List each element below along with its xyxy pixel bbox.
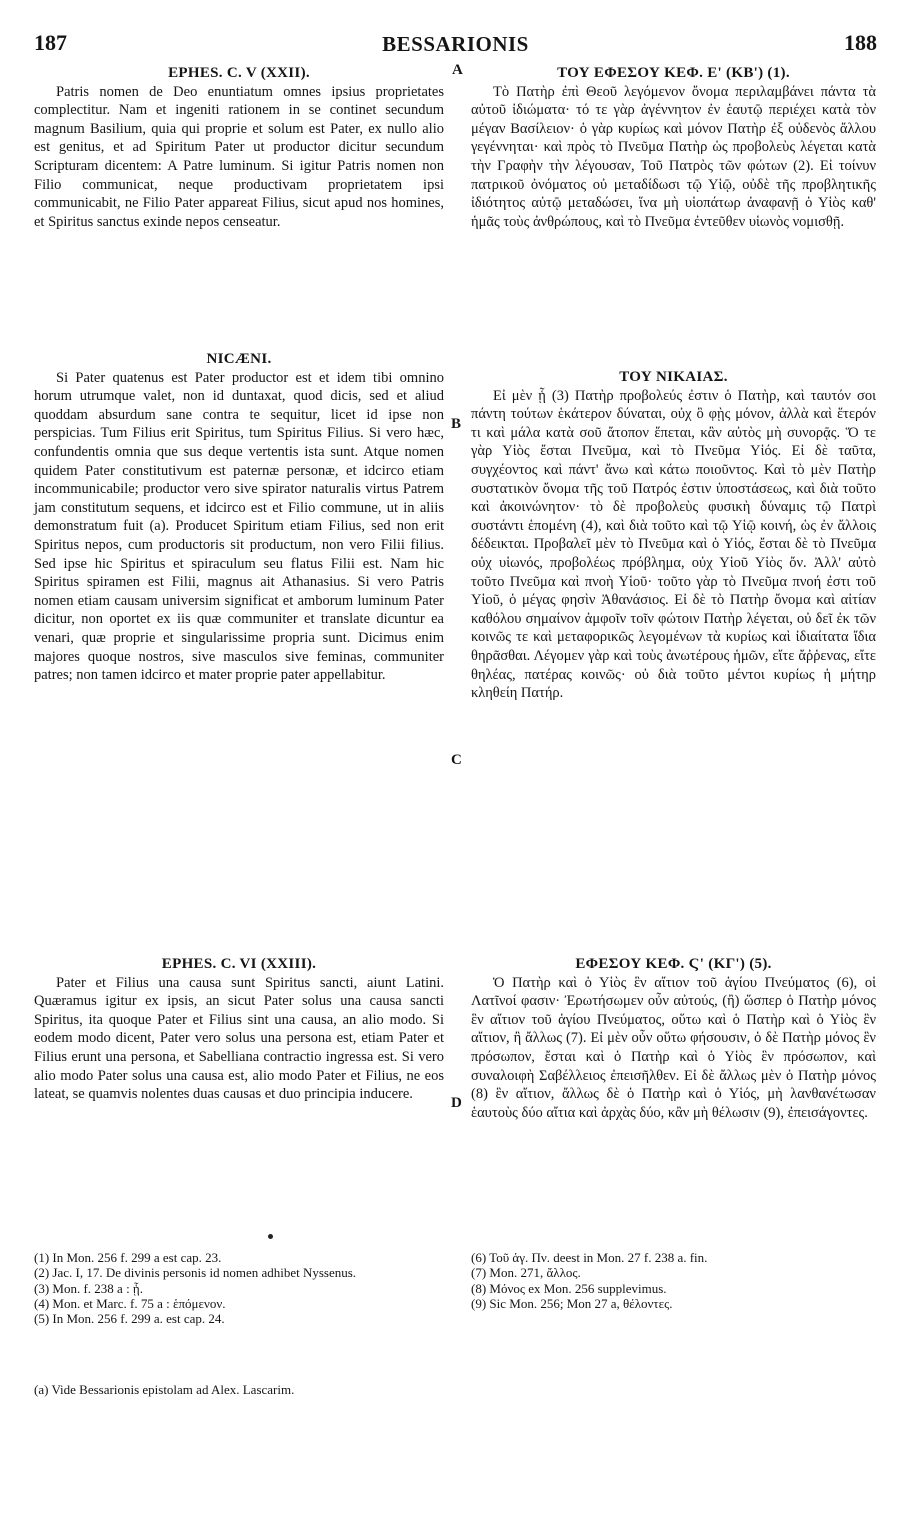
footnote: (4) Mon. et Marc. f. 75 a : ἑπόμενον.: [34, 1295, 226, 1311]
margin-letter-b: B: [451, 416, 462, 432]
greek-section-3: [471, 955, 876, 1122]
footnote: (9) Sic Mon. 256; Mon 27 a, θέλοντες.: [471, 1295, 673, 1311]
footnote: (5) In Mon. 256 f. 299 a. est cap. 24.: [34, 1311, 225, 1327]
footnote: (2) Jac. I, 17. De divinis personis id nomen adhibet Nyssenus.: [34, 1265, 357, 1281]
footnote: (1) In Mon. 256 f. 299 a est cap. 23.: [34, 1250, 222, 1265]
greek-section-3-title: ΕΦΕΣΟΥ ΚΕΦ. Ϛ' (ΚΓ') (5).: [575, 956, 772, 972]
footnote: (8) Μόνος ex Mon. 256 supplevimus.: [471, 1280, 667, 1296]
footnotes-left: [34, 1250, 444, 1326]
footnote: (3) Mon. f. 238 a : ᾗ.: [34, 1280, 143, 1296]
latin-section-3-title: EPHES. C. VI (XXIII).: [161, 956, 317, 972]
latin-section-3: [34, 955, 444, 1104]
margin-letter-a: A: [452, 62, 463, 78]
greek-section-1-text: Τὸ Πατὴρ ἐπὶ Θεοῦ λεγόμενον ὄνομα περιλαμβάνει πάντα τὰ αὐτοῦ ἰδιώματα· τό τε γὰρ ἀγέννητον ἐν ἑαυτῷ περιέχει κατὰ τὸν μέγαν Βασίλειον· ὁ γὰρ κυρίως καὶ μόνον Πατὴρ ἐξ οὐδενὸς ἄλλου γεγέννηται· καὶ πρὸς τὸ Πνεῦμα Πατὴρ ὡς προβολεὺς λέγεται κατὰ τὴν Γραφὴν τὴν λέγουσαν, Τοῦ Πατρὸς τῶν φώτων (2). Εἰ τοίνυν πατρικοῦ ὀνόματος οὐ μεταδίδωσι τῷ Υἱῷ, οὐδὲ τῆς προβλητικῆς ἰδιότητος αὐτῷ μεταδώσει, ἵνα μὴ υἱοπάτωρ ἀναφανῇ ὁ Υἱὸς καθ' ἡμᾶς τοὺς ἀνθρώπους, καὶ τὸ Πνεῦμα ἐντεῦθεν υἱωνὸς νομισθῇ.: [471, 83, 876, 230]
latin-section-2-title: NICÆNI.: [206, 351, 272, 367]
margin-letter-d: D: [451, 1095, 462, 1111]
greek-section-1-title: ΤΟΥ ΕΦΕΣΟΥ ΚΕΦ. Ε' (ΚΒ') (1).: [557, 65, 790, 81]
greek-section-1: [471, 64, 876, 231]
latin-section-2-text: Si Pater quatenus est Pater productor est et idem tibi omnino horum utrumque valet, non id duntaxat, quod dicis, sed et aliud quoddam absurdum sane contra te sequitur, licet id ipse non perspicias. Tum Filius erit Spiritus, tum Spiritus Filius. Si vero hæc, confundentis omnia que sus deque vertentis ista sunt. Atque nomen quidem Pater constitutivum est paternæ personæ, et idcirco etiam incommunicabile; productor vero sive spirator naturalis virtus Patrem jam constitutum sequens, et idcirco est et Filio commune, ut in aliis demonstratum fuit (a). Producet Spiritum etiam Filius, sed non erit Spiritus nepos, cum productoris sit productum, non vero Filii filius. Sed ipse hic Spiritus et spiraculum seu flatus Filii est. Nam hic Spiritus spiramen est Filii, magnus ait Athanasius. Si vero Patris nomen etiam causam universim significat et amborum luminum Pater dicitur, non oportet ex iis quæ communiter et translate dicuntur ea venari, quæ proprie et singularissime propria sunt. Dicimus enim majores quoque nostros, sive masculos sive feminas, communiter patres; non tamen idcirco et mater proprie pater appellabitur.: [34, 369, 444, 684]
latin-section-1-text: Patris nomen de Deo enuntiatum omnes ipsius proprietates complectitur. Nam et ingeniti rationem in se continet secundum magnum Basilium, quia qui proprie et solum est Pater, ex nullo alio est genitus, et ad Spiritum Pater ut productor dicitur secundum Scripturam dicentem: A Patre luminum. Si igitur Patris nomen non Filio communicat, neque productivam proprietatem ipsi communicabit, ne Filio Pater appareat Filius, sicut apud nos homines, et Spiritus sanctus exinde nepos censeatur.: [34, 83, 444, 230]
section-separator-dot: [268, 1234, 273, 1239]
footnote: (6) Τοῦ ἁγ. Πν. deest in Mon. 27 f. 238 a. fin.: [471, 1250, 708, 1265]
editor-note: (a) Vide Bessarionis epistolam ad Alex. Lascarim.: [34, 1382, 295, 1397]
running-title: BESSARIONIS: [382, 32, 529, 56]
page-number-left: 187: [34, 30, 67, 55]
footnotes-right: [471, 1250, 876, 1311]
latin-section-1-title: EPHES. C. V (XXII).: [168, 65, 310, 81]
page-number-right: 188: [844, 30, 877, 55]
greek-section-2-title: ΤΟΥ ΝΙΚΑΙΑΣ.: [619, 369, 728, 385]
latin-section-3-text: Pater et Filius una causa sunt Spiritus sancti, aiunt Latini. Quæramus igitur ex ipsis, an sicut Pater solus una causa sancti Spiritus, ita quoque Pater et Filius sint una causa, an alio modo. Si eodem modo dicent, Pater vero solus una persona est, etiam Pater et Filius erunt una persona, et Sabelliana contractio ingressa est. Si vero alio modo Pater solus una causa est, alio modo Pater et Filius, ne eos lateat, se quamvis nolentes duas causas et duo principia inducere.: [34, 974, 444, 1103]
latin-section-1: [34, 64, 444, 231]
footnote: (7) Mon. 271, ἄλλος.: [471, 1265, 581, 1281]
greek-section-2-text: Εἰ μὲν ᾗ (3) Πατὴρ προβολεύς ἐστιν ὁ Πατὴρ, καὶ ταυτόν σοι πάντη τούτων ἑκάτερον δύναται, οὐχ ὃ φῂς μόνον, ἀλλὰ καὶ ἕτερόν τι καὶ μάλα κατὰ σοῦ ἄτοπον ἕπεται, κἂν αὐτὸς μὴ συνορᾷς. Ὅ τε γὰρ Υἱὸς ἔσται Πνεῦμα, καὶ τὸ Πνεῦμα Υἱός. Εἰ δὲ ταῦτα, συγχέοντος καὶ πάντ' ἄνω καὶ κάτω ποιοῦντος. Καὶ τὸ μὲν Πατὴρ συστατικὸν ὄνομα τῆς τοῦ Πατρός ἐστιν ὑποστάσεως, καὶ διὰ τοῦτο καὶ ἀκοινώνητον· τὸ δὲ προβολεὺς φυσικὴ δύναμις τῷ Πατρὶ συστάντι ἑπομένη (4), καὶ διὰ τοῦτο καὶ τῷ Υἱῷ κοινή, ὡς ἐν ἄλλοις δέδεικται. Προβαλεῖ μὲν τὸ Πνεῦμα καὶ ὁ Υἱός, ἔσται δὲ τὸ Πνεῦμα οὐχ υἱωνός, προβολέως πρόβλημα, οὐχ Υἱοῦ Υἱὸς ὄν. Ἀλλ' αὐτὸ τοῦτο Πνεῦμα καὶ πνοὴ Υἱοῦ· τοῦτο γὰρ τὸ Πνεῦμα πνοή ἐστι τοῦ Υἱοῦ, ὁ μέγας φησὶν Ἀθανάσιος. Εἰ δὲ τὸ Πατὴρ ὄνομα καὶ αἰτίαν καθόλου σημαίνον ἀμφοῖν τοῖν φώτοιν Πατὴρ λέγεται, οὐ δεῖ ἐκ τῶν κοινῶς τε καὶ μεταφορικῶς λεγομένων τὰ κυρίως καὶ ἰδιαίτατα ἴδια θηρᾶσθαι. Λέγομεν γὰρ καὶ τοὺς ἀνωτέρους ἡμῶν, εἴτε ἄῤῥενας, εἴτε θηλέας, πατέρας κοινῶς· οὐ διὰ τοῦτο μέντοι κυρίως ἡ μήτηρ κληθείη Πατήρ.: [471, 387, 876, 702]
greek-section-2: [471, 368, 876, 703]
greek-section-3-text: Ὁ Πατὴρ καὶ ὁ Υἱὸς ἓν αἴτιον τοῦ ἁγίου Πνεύματος (6), οἱ Λατῖνοί φασιν· Ἐρωτήσωμεν οὖν αὐτούς, (ἢ) ὥσπερ ὁ Πατὴρ μόνος ἓν αἴτιον τοῦ ἁγίου Πνεύματος, οὕτω καὶ ὁ Πατὴρ καὶ ὁ Υἱὸς ἓν αἴτιον, ἢ ἄλλως (7). Εἰ μὲν οὖν οὕτω φήσουσιν, ὁ δὲ Πατὴρ μόνος ἓν πρόσωπον, ἔσται καὶ ὁ Πατὴρ καὶ ὁ Υἱὸς ἓν πρόσωπον, καὶ συναλοιφὴ Σαβέλλειος ἐπεισῆλθεν. Εἰ δὲ ἄλλως μὲν ὁ Πατὴρ μόνος (8) ἓν αἴτιον, ἄλλως δὲ ὁ Πατὴρ καὶ ὁ Υἱός, μὴ λανθανέτωσαν ἑαυτοὺς δύο αἴτια καὶ ἀρχὰς δύο, κἂν μὴ θέλωσιν (9), ἐπεισάγοντες.: [471, 974, 876, 1121]
latin-section-2: [34, 350, 444, 685]
margin-letter-c: C: [451, 752, 462, 768]
